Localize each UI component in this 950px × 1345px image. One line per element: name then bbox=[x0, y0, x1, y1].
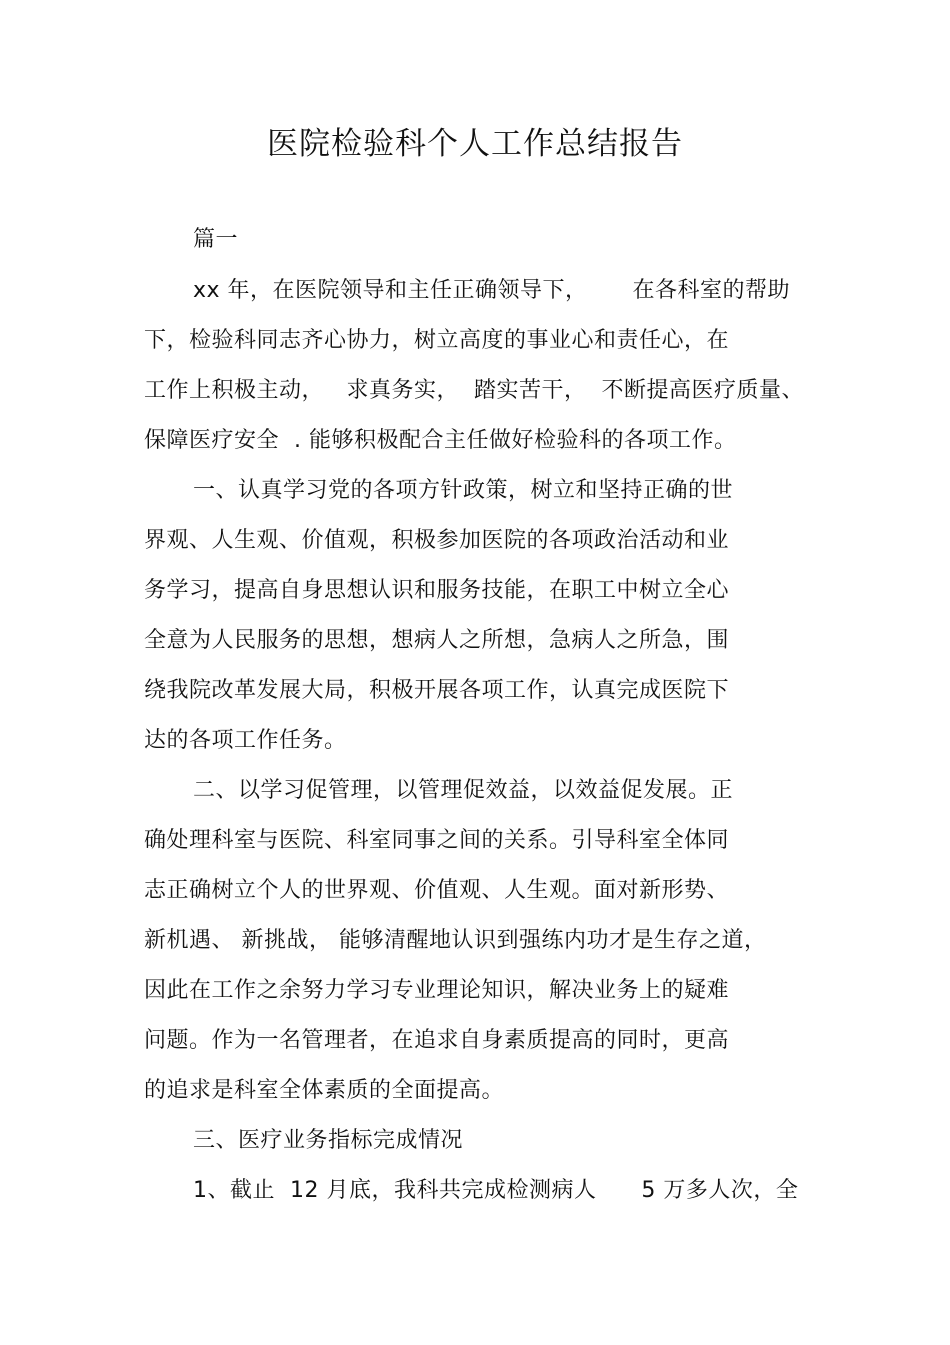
paragraph-line: 问题。作为一名管理者，在追求自身素质提高的同时，更高 bbox=[144, 1028, 730, 1053]
paragraph-line: 1、截止 12 月底，我科共完成检测病人 5 万多人次，全 bbox=[193, 1178, 799, 1203]
paragraph-line: 一、认真学习党的各项方针政策，树立和坚持正确的世 bbox=[193, 478, 734, 503]
paragraph-line: 保障医疗安全 . 能够积极配合主任做好检验科的各项工作。 bbox=[144, 428, 737, 453]
paragraph-line: 绕我院改革发展大局，积极开展各项工作，认真完成医院下 bbox=[144, 678, 730, 703]
paragraph-line: xx 年，在医院领导和主任正确领导下， 在各科室的帮助 bbox=[193, 278, 790, 303]
paragraph-line: 达的各项工作任务。 bbox=[144, 728, 347, 753]
paragraph-line: 确处理科室与医院、科室同事之间的关系。引导科室全体同 bbox=[144, 828, 730, 853]
section-heading-line: 三、医疗业务指标完成情况 bbox=[193, 1128, 464, 1153]
paragraph-line: 的追求是科室全体素质的全面提高。 bbox=[144, 1078, 505, 1103]
paragraph-line: 全意为人民服务的思想，想病人之所想，急病人之所急，围 bbox=[144, 628, 730, 653]
document-title: 医院检验科个人工作总结报告 bbox=[267, 126, 683, 162]
paragraph-line: 因此在工作之余努力学习专业理论知识，解决业务上的疑难 bbox=[144, 978, 730, 1003]
paragraph-line: 务学习，提高自身思想认识和服务技能，在职工中树立全心 bbox=[144, 578, 730, 603]
paragraph-line: 二、以学习促管理，以管理促效益，以效益促发展。正 bbox=[193, 778, 734, 803]
paragraph-line: 界观、人生观、价值观，积极参加医院的各项政治活动和业 bbox=[144, 528, 730, 553]
paragraph-line: 志正确树立个人的世界观、价值观、人生观。面对新形势、 bbox=[144, 878, 730, 903]
paragraph-line: 下，检验科同志齐心协力，树立高度的事业心和责任心，在 bbox=[144, 328, 730, 353]
paragraph-line: 工作上积极主动， 求真务实， 踏实苦干， 不断提高医疗质量、 bbox=[144, 378, 804, 403]
section-heading-pian-yi: 篇一 bbox=[193, 227, 239, 252]
paragraph-line: 新机遇、 新挑战， 能够清醒地认识到强练内功才是生存之道， bbox=[144, 928, 767, 953]
